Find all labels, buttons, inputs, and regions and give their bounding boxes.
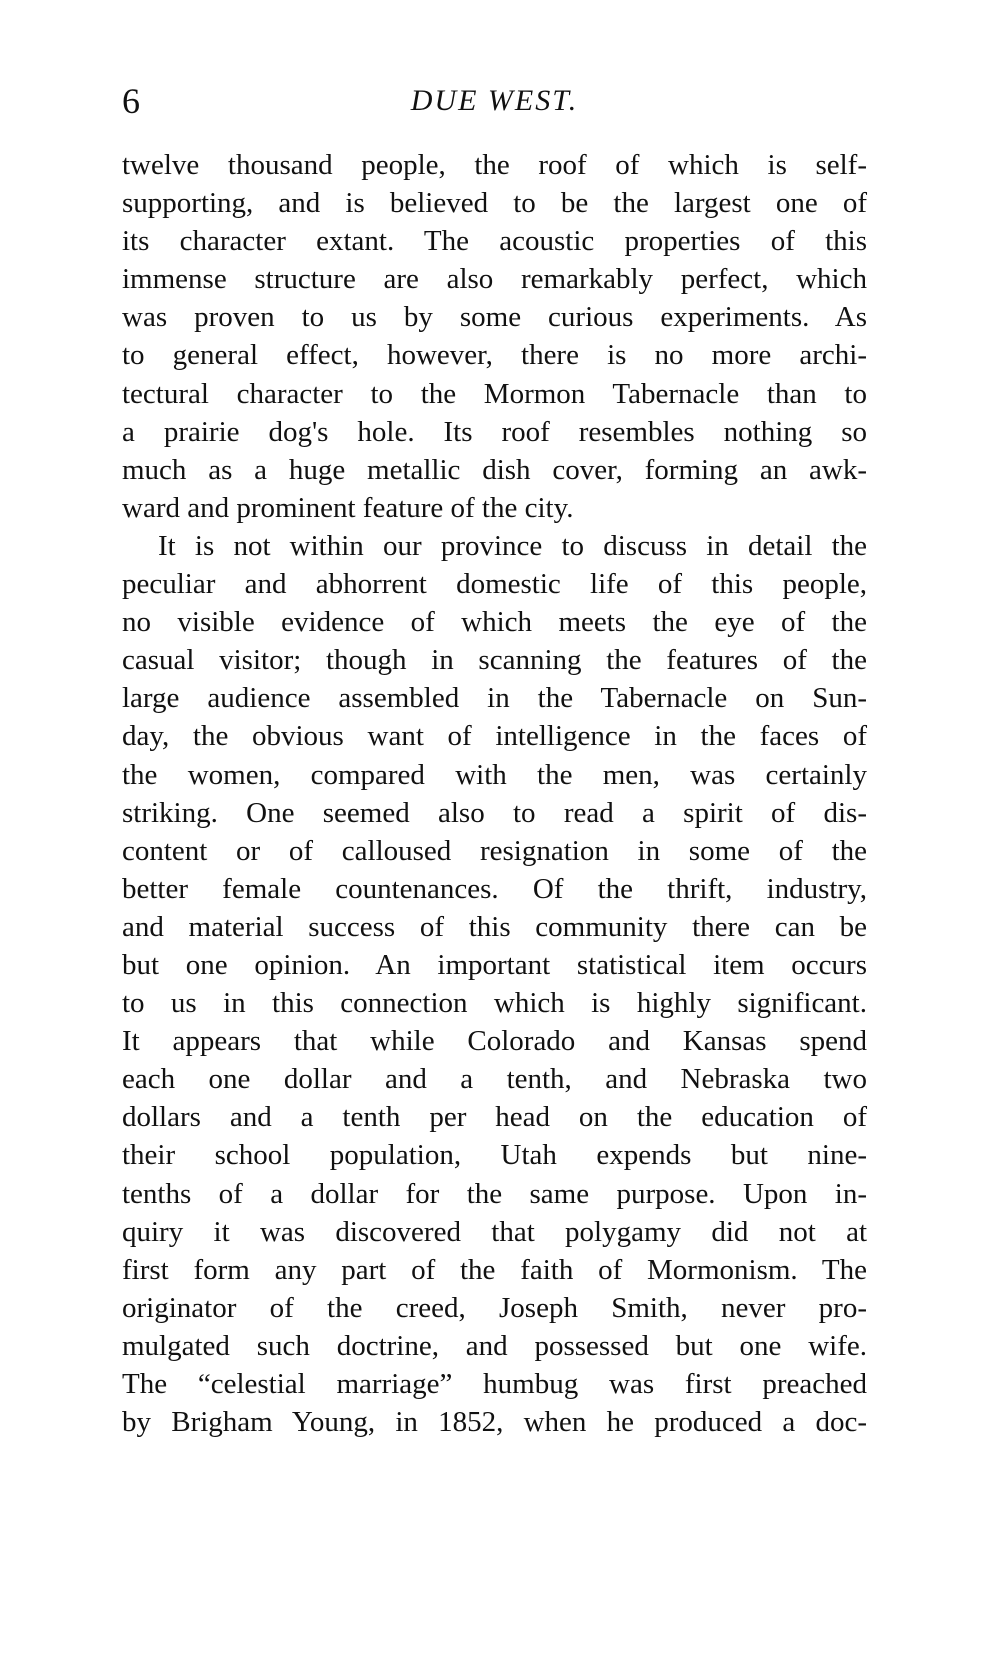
text-line: and material success of this community there can be: [122, 910, 867, 943]
text-line: casual visitor; though in scanning the features of the: [122, 644, 867, 677]
text-line: quiry it was discovered that polygamy did not at: [122, 1215, 867, 1248]
text-line: by Brigham Young, in 1852, when he produced a doc-: [122, 1406, 867, 1439]
text-line: the women, compared with the men, was certainly: [122, 758, 867, 791]
text-line: mulgated such doctrine, and possessed but one wife.: [122, 1329, 867, 1362]
text-line: large audience assembled in the Tabernacle on Sun-: [122, 682, 867, 715]
text-line: originator of the creed, Joseph Smith, never pro-: [122, 1291, 867, 1324]
text-line: was proven to us by some curious experiments. As: [122, 301, 867, 334]
text-line: better female countenances. Of the thrift, industry,: [122, 872, 867, 905]
text-line: It is not within our province to discuss in detail the: [158, 529, 867, 562]
text-line: first form any part of the faith of Mormonism. The: [122, 1253, 867, 1286]
text-line: content or of calloused resignation in some of the: [122, 834, 867, 867]
body-text: [122, 146, 867, 1441]
text-line: its character extant. The acoustic properties of this: [122, 225, 867, 258]
page-number: 6: [122, 81, 140, 121]
text-line: a prairie dog's hole. Its roof resembles nothing so: [122, 415, 867, 448]
text-line: tenths of a dollar for the same purpose. Upon in-: [122, 1177, 867, 1210]
paragraph-2: [122, 527, 867, 1441]
paragraph-1: [122, 146, 867, 527]
text-line: to us in this connection which is highly significant.: [122, 987, 867, 1020]
text-line: day, the obvious want of intelligence in the faces of: [122, 720, 867, 753]
text-line: peculiar and abhorrent domestic life of this people,: [122, 568, 867, 601]
page-header: [122, 78, 867, 124]
text-line: no visible evidence of which meets the eye of the: [122, 606, 867, 639]
text-line: It appears that while Colorado and Kansas spend: [122, 1025, 867, 1058]
text-line: tectural character to the Mormon Tabernacle than to: [122, 377, 867, 410]
text-line: immense structure are also remarkably perfect, which: [122, 263, 867, 296]
running-title: DUE WEST.: [410, 84, 579, 117]
text-line: ward and prominent feature of the city.: [122, 491, 574, 524]
text-line: but one opinion. An important statistical item occurs: [122, 948, 867, 981]
text-line: much as a huge metallic dish cover, forming an awk-: [122, 453, 867, 486]
text-line: The “celestial marriage” humbug was first preached: [122, 1368, 867, 1400]
text-line: to general effect, however, there is no more archi-: [122, 339, 867, 372]
text-line: twelve thousand people, the roof of which is self-: [122, 149, 867, 181]
text-line: dollars and a tenth per head on the education of: [122, 1101, 867, 1134]
text-line: striking. One seemed also to read a spirit of dis-: [122, 796, 867, 829]
text-line: supporting, and is believed to be the largest one of: [122, 187, 867, 220]
text-line: each one dollar and a tenth, and Nebraska two: [122, 1063, 867, 1096]
text-line: their school population, Utah expends but nine-: [122, 1139, 867, 1172]
